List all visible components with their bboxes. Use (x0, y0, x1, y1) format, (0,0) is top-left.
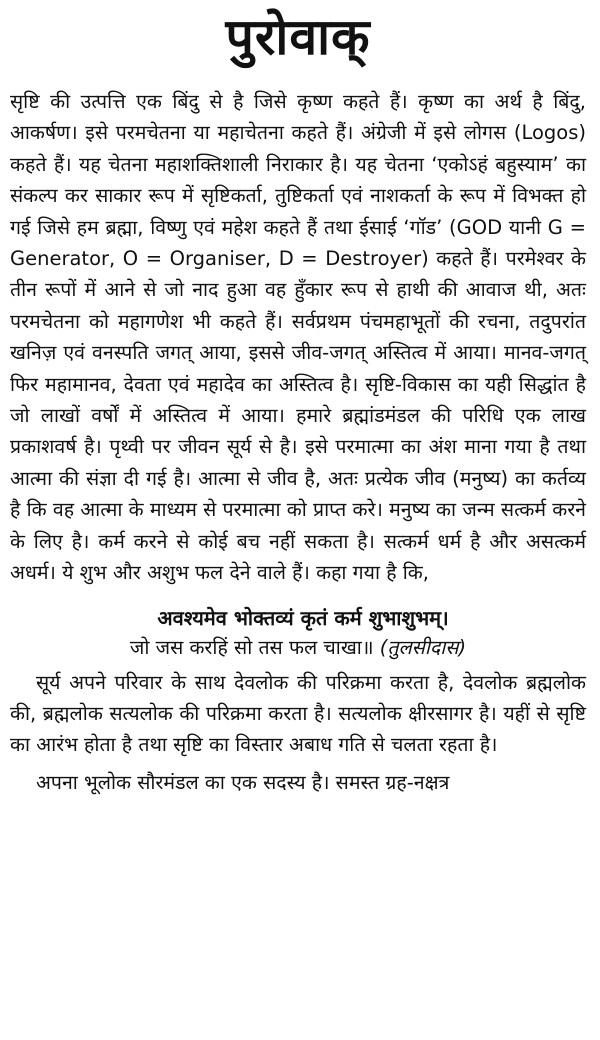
verse-sanskrit-line: अवश्यमेव भोक्तव्यं कृतं कर्म शुभाशुभम्। (157, 605, 449, 630)
paragraph-surya: सूर्य अपने परिवार के साथ देवलोक की परिक्रमा करता है, देवलोक ब्रह्मलोक की, ब्रह्मलोक सत्यलोक की परिक्रमा करता है। सत्यलोक क्षीरसागर है। यहीं से सृष्टि का आरंभ होता है तथा सृष्टि का विस्तार अबाध गति से चलता रहता है। (10, 670, 586, 757)
verse-author: (तुलसीदास) (379, 635, 467, 659)
verse-hindi-line (10, 633, 586, 663)
paragraph-bhulok: अपना भूलोक सौरमंडल का एक सदस्य है। समस्त ग्रह-नक्षत्र (36, 770, 450, 794)
page-title: पुरोवाक् (225, 8, 371, 66)
verse-quote (10, 603, 586, 663)
paragraph-intro: सृष्टि की उत्पत्ति एक बिंदु से है जिसे कृष्ण कहते हैं। कृष्ण का अर्थ है बिंदु, आकर्षण। इसे परमचेतना या महाचेतना कहते हैं। अंग्रेजी में इसे लोगस (Logos) कहते हैं। यह चेतना महाशक्तिशाली निराकार है। यह चेतना ‘एकोऽहं बहुस्याम’ का संकल्प कर साकार रूप में सृष्टिकर्ता, तुष्टिकर्ता एवं नाशकर्ता के रूप में विभक्त हो गई जिसे हम ब्रह्मा, विष्णु एवं महेश कहते हैं तथा ईसाई ‘गॉड’ (GOD यानी G = Generator, O = Organiser, D = Destroyer) कहते हैं। परमेश्वर के तीन रूपों में आने से जो नाद हुआ वह हुँकार रूप से हाथी की आवाज थी, अतः परमचेतना को महागणेश भी कहते हैं। सर्वप्रथम पंचमहाभूतों की रचना, तदुपरांत खनिज़ एवं वनस्पति जगत् आया, इससे जीव-जगत् अस्तित्व में आया। मानव-जगत् फिर महामानव, देवता एवं महादेव का अस्तित्व है। सृष्टि-विकास का यही सिद्धांत है जो लाखों वर्षों में अस्तित्व में आया। हमारे ब्रह्मांडमंडल की परिधि एक लाख प्रकाशवर्ष है। पृथ्वी पर जीवन सूर्य से है। इसे परमात्मा का अंश माना गया है तथा आत्मा की संज्ञा दी गई है। आत्मा से जीव है, अतः प्रत्येक जीव (मनुष्य) का कर्तव्य है कि वह आत्मा के माध्यम से परमात्मा को प्राप्त करे। मनुष्य का जन्म सत्कर्म करने के लिए है। कर्म करने से कोई बच नहीं सकता है। सत्कर्म धर्म है और असत्कर्म अधर्म। ये शुभ और अशुभ फल देने वाले हैं। कहा गया है कि, (10, 90, 586, 585)
verse-hindi-text: जो जस करहिं सो तस फल चाखा॥ (129, 635, 374, 659)
